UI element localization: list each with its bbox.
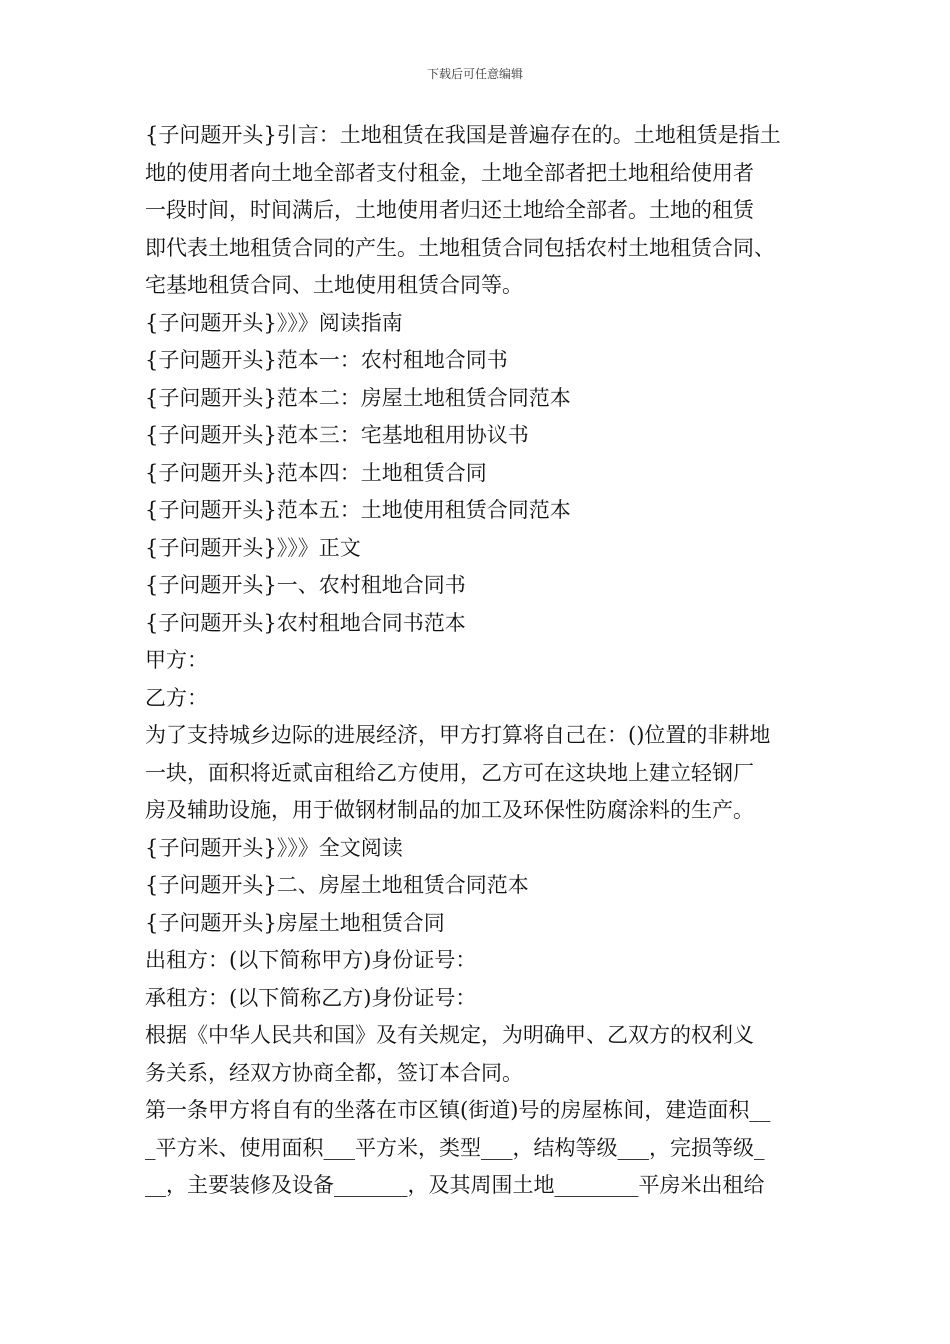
toc-item-4[interactable]: {子问题开头}范本四：土地租赁合同 [145, 460, 487, 485]
lessor-line: 出租方：(以下简称甲方)身份证号： [145, 948, 477, 972]
section-link-full-text[interactable]: {子问题开头}》》》全文阅读 [145, 835, 403, 860]
paragraph-line: 地的使用者向土地全部者支付租金，土地全部者把土地租给使用者 [145, 160, 754, 185]
paragraph-line: 务关系，经双方协商全都，签订本合同。 [145, 1060, 523, 1085]
document-body [145, 117, 835, 1205]
paragraph-line: 一段时间，时间满后，土地使用者归还土地给全部者。土地的租赁 [145, 198, 754, 222]
party-a-label: 甲方： [145, 648, 208, 672]
section-heading: {子问题开头}一、农村租地合同书 [145, 573, 466, 597]
section-link-reading-guide[interactable]: {子问题开头}》》》阅读指南 [145, 310, 403, 335]
lessee-line: 承租方：(以下简称乙方)身份证号： [145, 985, 477, 1010]
toc-item-2[interactable]: {子问题开头}范本二：房屋土地租赁合同范本 [145, 385, 571, 410]
paragraph-line: _平方米、使用面积___平方米，类型___，结构等级___，完损等级_ [145, 1135, 765, 1160]
section-heading: {子问题开头}房屋土地租赁合同 [145, 910, 445, 935]
paragraph-line: __，主要装修及设备_______，及其周围土地________平房米出租给 [145, 1173, 765, 1197]
paragraph-line: 宅基地租赁合同、土地使用租赁合同等。 [145, 273, 523, 297]
page-header: 下载后可任意编辑 [426, 67, 523, 81]
paragraph-line: 一块，面积将近贰亩租给乙方使用，乙方可在这块地上建立轻钢厂 [145, 760, 754, 785]
section-link-main-text[interactable]: {子问题开头}》》》正文 [145, 535, 361, 560]
paragraph-line: 房及辅助设施，用于做钢材制品的加工及环保性防腐涂料的生产。 [145, 798, 754, 822]
toc-item-1[interactable]: {子问题开头}范本一：农村租地合同书 [145, 348, 508, 372]
paragraph-line: 即代表土地租赁合同的产生。土地租赁合同包括农村土地租赁合同、 [145, 235, 775, 260]
party-b-label: 乙方： [145, 685, 208, 710]
section-heading: {子问题开头}二、房屋土地租赁合同范本 [145, 873, 529, 897]
toc-item-5[interactable]: {子问题开头}范本五：土地使用租赁合同范本 [145, 498, 571, 522]
paragraph-line: {子问题开头}引言：土地租赁在我国是普遍存在的。土地租赁是指土 [145, 123, 781, 147]
paragraph-line: 根据《中华人民共和国》及有关规定，为明确甲、乙双方的权利义 [145, 1023, 754, 1047]
toc-item-3[interactable]: {子问题开头}范本三：宅基地租用协议书 [145, 423, 529, 447]
section-heading: {子问题开头}农村租地合同书范本 [145, 610, 466, 635]
paragraph-line: 第一条甲方将自有的坐落在市区镇(街道)号的房屋栋间，建造面积__ [145, 1098, 771, 1122]
paragraph-line: 为了支持城乡边际的进展经济，甲方打算将自己在：()位置的非耕地 [145, 723, 771, 747]
